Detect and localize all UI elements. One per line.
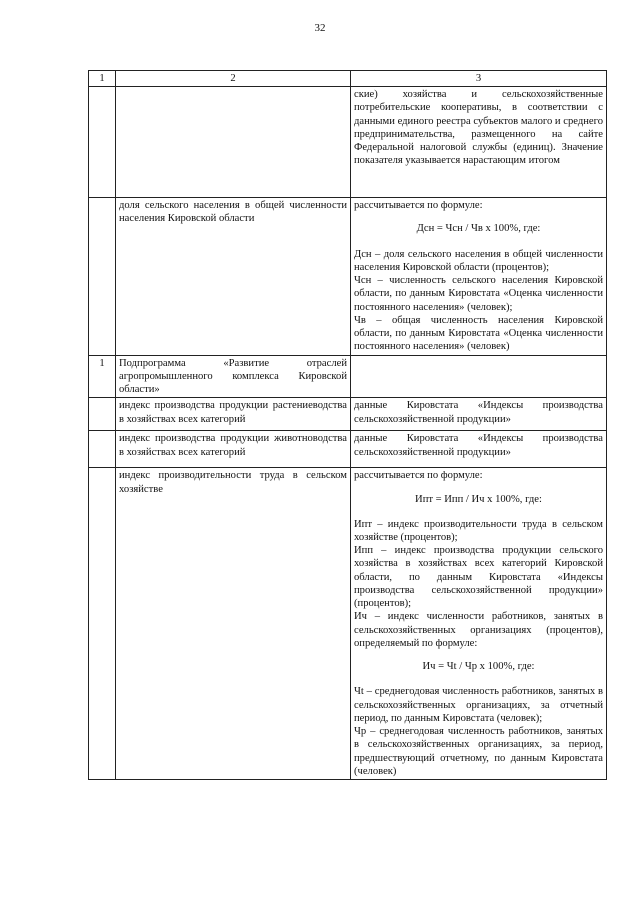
indicator-name: доля сельского населения в общей численности населения Кировской области (116, 198, 351, 355)
formula-definition: Чв – общая численность населения Кировской области, по данным Кировстата «Оценка численности постоянного населения» (человек) (354, 314, 603, 353)
formula: Дсн = Чсн / Чв x 100%, где: (416, 223, 541, 235)
indicator-description: данные Кировстата «Индексы производства сельскохозяйственной продукции» (351, 431, 607, 468)
header-col-2: 2 (116, 71, 351, 87)
indicator-name (116, 87, 351, 198)
formula-definition: Ипт – индекс производительности труда в сельском хозяйстве (процентов); (354, 518, 603, 543)
row-number (89, 87, 116, 198)
row-number: 1 (89, 355, 116, 398)
table-row (89, 355, 607, 398)
table-row (89, 398, 607, 431)
indicator-description (351, 355, 607, 398)
row-number (89, 431, 116, 468)
formula-definition: Чt – среднегодовая численность работников, занятых в сельскохозяйственных организациях, за отчетный период, по данным Кировстата (человек); (354, 686, 603, 724)
formula-definition: Ич – индекс численности работников, занятых в сельскохозяйственных организациях (процентов), определяемый по формуле: (354, 611, 603, 649)
indicator-name: индекс производства продукции растениеводства в хозяйствах всех категорий (116, 398, 351, 431)
formula-definition: Ипп – индекс производства продукции сельского хозяйства в хозяйствах всех категорий Кировской области, по данным Кировстата «Индексы производства сельскохозяйственной продукции» (процентов); (354, 545, 603, 610)
row-number (89, 468, 116, 780)
formula: Ипт = Ипп / Ич x 100%, где: (415, 493, 542, 505)
indicator-name: индекс производства продукции животноводства в хозяйствах всех категорий (116, 431, 351, 468)
header-col-3: 3 (351, 71, 607, 87)
row-number (89, 398, 116, 431)
indicator-table (88, 70, 607, 780)
table-row (89, 431, 607, 468)
formula-intro: рассчитывается по формуле: (354, 200, 483, 212)
table-header-row (89, 71, 607, 87)
indicator-description (351, 468, 607, 780)
formula-intro: рассчитывается по формуле: (354, 470, 483, 482)
indicator-description (351, 198, 607, 355)
header-col-1: 1 (89, 71, 116, 87)
formula: Ич = Чt / Чр x 100%, где: (422, 661, 535, 673)
row-number (89, 198, 116, 355)
page-number: 32 (314, 22, 326, 34)
formula-definition: Дсн – доля сельского населения в общей численности населения Кировской области (процентов); (354, 248, 603, 273)
indicator-name: индекс производительности труда в сельском хозяйстве (116, 468, 351, 780)
indicator-description: ские) хозяйства и сельскохозяйственные потребительские кооперативы, в соответствии с данными единого реестра субъектов малого и среднего предпринимательства, размещенного на сайте Федеральной налоговой службы (единиц). Значение показателя указывается нарастающим итогом (351, 87, 607, 198)
formula-definition: Чсн – численность сельского населения Кировской области, по данным Кировстата «Оценка численности постоянного населения» (человек); (354, 275, 603, 313)
table-row (89, 468, 607, 780)
table-row (89, 198, 607, 355)
subprogram-title: Подпрограмма «Развитие отраслей агропромышленного комплекса Кировской области» (116, 355, 351, 398)
formula-definition: Чр – среднегодовая численность работников, занятых в сельскохозяйственных организациях, за период, предшествующий отчетному, по данным Кировстата (человек) (354, 726, 603, 777)
indicator-description: данные Кировстата «Индексы производства сельскохозяйственной продукции» (351, 398, 607, 431)
table-row (89, 87, 607, 198)
